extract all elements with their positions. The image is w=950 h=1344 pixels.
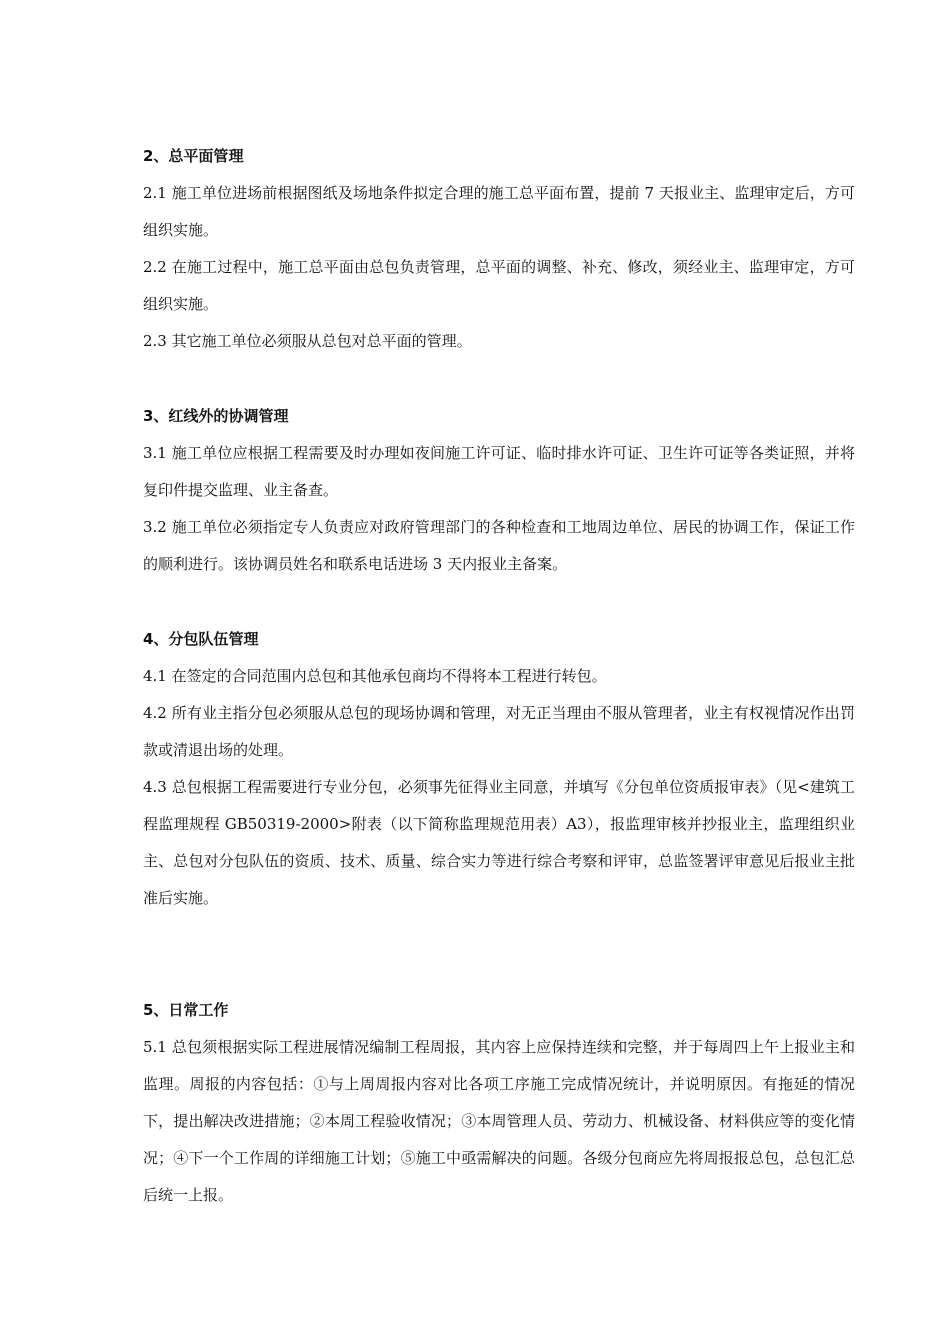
section-title: 3、红线外的协调管理 [143,407,289,425]
paragraph-4-3: 4.3 总包根据工程需要进行专业分包，必须事先征得业主同意，并填写《分包单位资质报审表》（见<建筑工程监理规程 GB50319-2000>附表（以下简称监理规范用表）A3），报监理审核并抄报业主，监理组织业主、总包对分包队伍的资质、技术、质量、综合实力等进行综合考察和评审，总监签署评审意见后报业主批准后实施。 [143,778,855,907]
section-title: 5、日常工作 [143,1001,229,1019]
section-title: 2、总平面管理 [143,147,244,165]
paragraph-3-1: 3.1 施工单位应根据工程需要及时办理如夜间施工许可证、临时排水许可证、卫生许可证等各类证照，并将复印件提交监理、业主备查。 [143,444,855,499]
paragraph-2-2: 2.2 在施工过程中，施工总平面由总包负责管理，总平面的调整、补充、修改，须经业主、监理审定，方可组织实施。 [143,258,855,313]
section-spacer [143,360,855,398]
paragraph-2-3: 2.3 其它施工单位必须服从总包对总平面的管理。 [143,332,472,350]
section-5 [143,992,855,1214]
section-4 [143,621,855,917]
section-3 [143,398,855,583]
paragraph-4-1: 4.1 在签定的合同范围内总包和其他承包商均不得将本工程进行转包。 [143,667,607,685]
section-spacer [143,917,855,992]
section-2 [143,138,855,360]
section-spacer [143,583,855,621]
paragraph-5-1: 5.1 总包须根据实际工程进展情况编制工程周报，其内容上应保持连续和完整，并于每周四上午上报业主和监理。周报的内容包括：①与上周周报内容对比各项工序施工完成情况统计，并说明原因。有拖延的情况下，提出解决改进措施；②本周工程验收情况；③本周管理人员、劳动力、机械设备、材料供应等的变化情况；④下一个工作周的详细施工计划；⑤施工中亟需解决的问题。各级分包商应先将周报报总包，总包汇总后统一上报。 [143,1038,855,1204]
document-body [143,138,855,1214]
paragraph-3-2: 3.2 施工单位必须指定专人负责应对政府管理部门的各种检查和工地周边单位、居民的协调工作，保证工作的顺利进行。该协调员姓名和联系电话进场 3 天内报业主备案。 [143,518,855,573]
section-title: 4、分包队伍管理 [143,630,259,648]
paragraph-4-2: 4.2 所有业主指分包必须服从总包的现场协调和管理，对无正当理由不服从管理者，业主有权视情况作出罚款或清退出场的处理。 [143,704,855,759]
paragraph-2-1: 2.1 施工单位进场前根据图纸及场地条件拟定合理的施工总平面布置，提前 7 天报业主、监理审定后，方可组织实施。 [143,184,855,239]
